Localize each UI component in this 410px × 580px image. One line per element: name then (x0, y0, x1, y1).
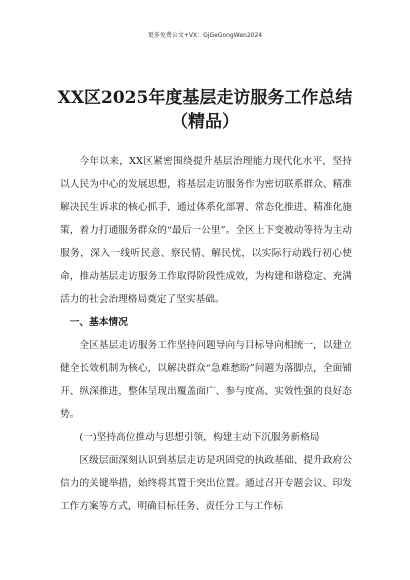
header-note: 更多免费公文+VX：GjGeGongWen2024 (147, 32, 263, 39)
intro-paragraph: 今年以来，XX区紧密围绕提升基层治理能力现代化水平，坚持以人民为中心的发展思想，将基层走访服务作为密切联系群众、精准解决民生诉求的核心抓手，通过体系化部署、常态化推进、精准化施策，着力打通服务群众的“最后一公里”。全区上下变被动等待为主动服务，深入一线听民意、察民情、解民忧，以实际行动践行初心使命，推动基层走访服务工作取得阶段性成效，为构建和谐稳定、充满活力的社会治理格局奠定了坚实基础。 (60, 156, 352, 305)
section-heading: 一、基本情况 (69, 317, 128, 328)
overview-paragraph: 全区基层走访服务工作坚持问题导向与目标导向相统一，以建立健全长效机制为核心，以解决群众“急难愁盼”问题为落脚点，全面铺开、纵深推进，整体呈现出覆盖面广、参与度高、实效性强的良好态势。 (60, 340, 352, 420)
document-body (60, 150, 352, 518)
title-line-2: （精品） (171, 112, 239, 132)
subsection-heading: (一)坚持高位推动与思想引领，构建主动下沉服务新格局 (79, 432, 320, 443)
document-title (0, 86, 410, 134)
subsection-paragraph: 区级层面深刻认识到基层走访是巩固党的执政基础、提升政府公信力的关键举措，始终将其置于突出位置。通过召开专题会议、印发工作方案等方式，明确目标任务、责任分工与工作标 (60, 455, 352, 512)
title-line-1: XX区2025年度基层走访服务工作总结 (57, 88, 353, 108)
